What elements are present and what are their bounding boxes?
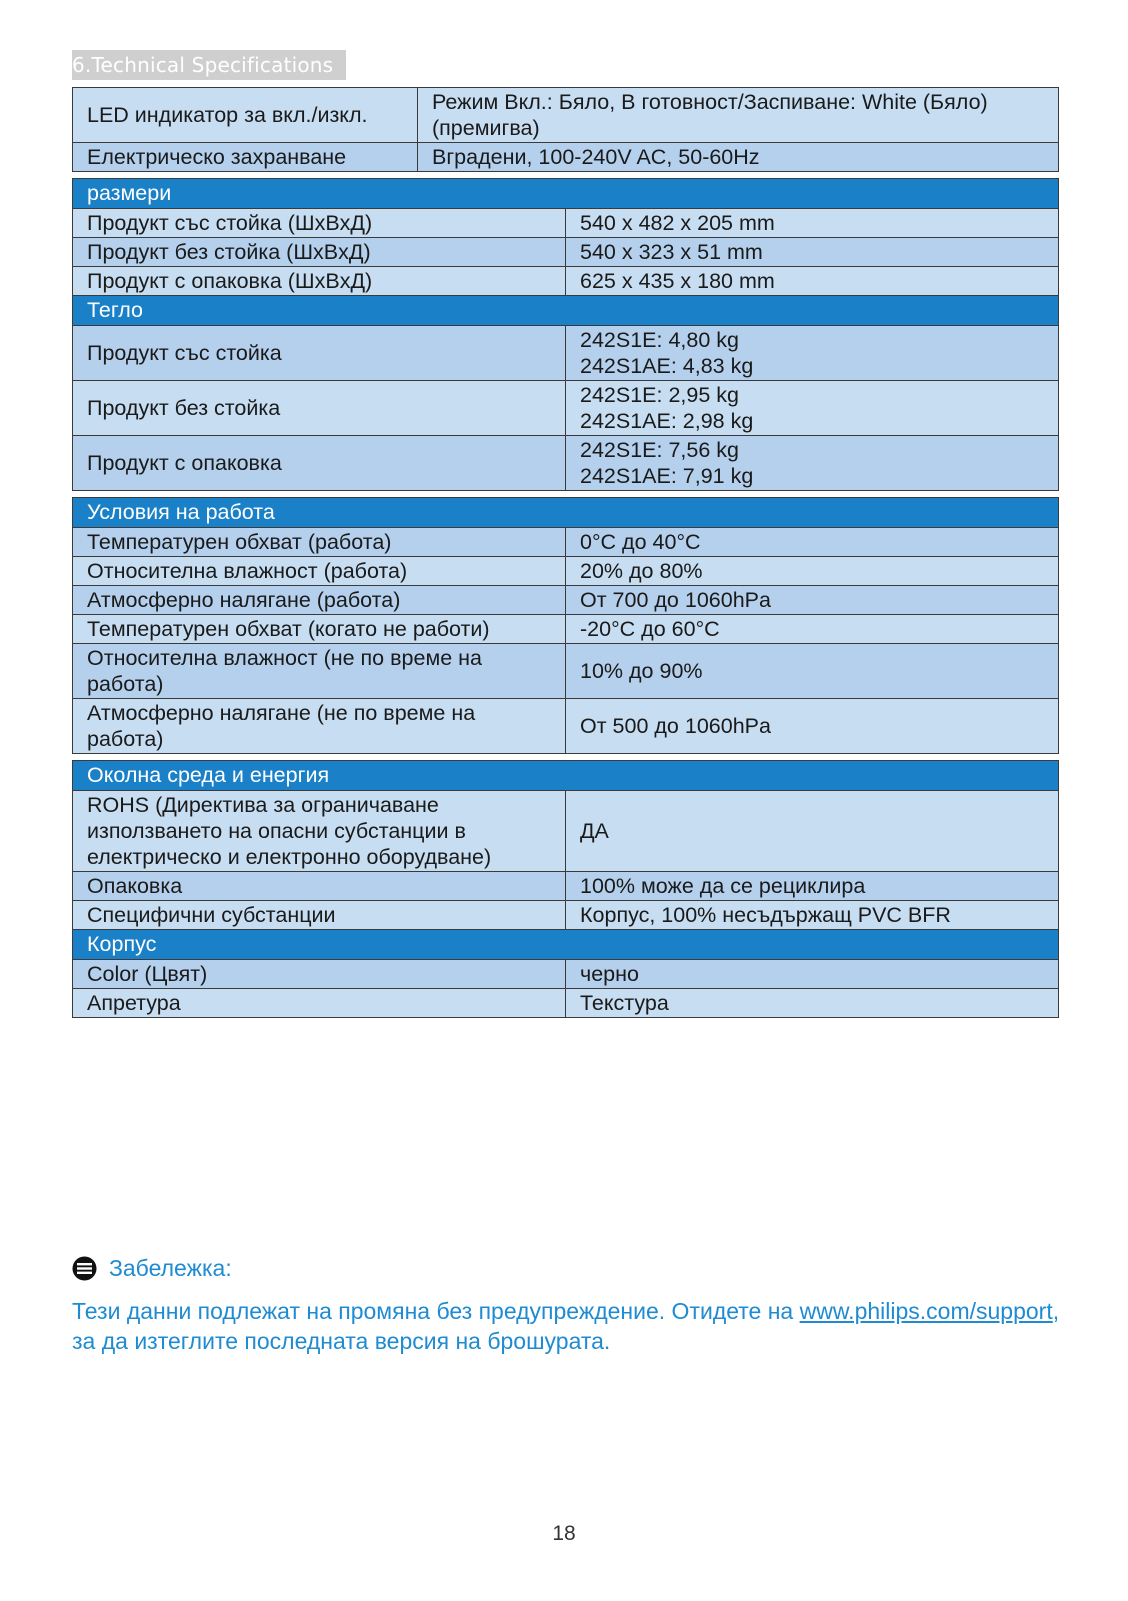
spec-value: От 700 до 1060hPa — [566, 586, 1059, 615]
spec-label: Температурен обхват (работа) — [73, 528, 566, 557]
spec-label: Продукт с опаковка — [73, 436, 566, 491]
spec-label: Относителна влажност (не по време на работа) — [73, 644, 566, 699]
note-title — [72, 1254, 1062, 1282]
spec-label: LED индикатор за вкл./изкл. — [73, 88, 418, 143]
spec-value: Текстура — [566, 989, 1059, 1018]
spec-label: Температурен обхват (когато не работи) — [73, 615, 566, 644]
spec-label: Електрическо захранване — [73, 143, 418, 172]
spec-label: Продукт със стойка — [73, 326, 566, 381]
spec-label: Продукт без стойка (ШxВxД) — [73, 238, 566, 267]
table-row — [73, 267, 1059, 296]
spec-value: 0°C до 40°C — [566, 528, 1059, 557]
table-row — [73, 901, 1059, 930]
spec-value: 10% до 90% — [566, 644, 1059, 699]
table-row — [73, 143, 1059, 172]
spec-label: Color (Цвят) — [73, 960, 566, 989]
table-row — [73, 88, 1059, 143]
spec-label: Атмосферно налягане (работа) — [73, 586, 566, 615]
spec-table-dimensions — [72, 178, 1059, 491]
spec-value: 242S1E: 2,95 kg 242S1AE: 2,98 kg — [566, 381, 1059, 436]
section-header-dimensions: размери — [73, 179, 1059, 209]
spec-value: ДА — [566, 791, 1059, 872]
table-row — [73, 586, 1059, 615]
table-section-header — [73, 498, 1059, 528]
page-number: 18 — [552, 1522, 576, 1545]
spec-value: 242S1E: 4,80 kg 242S1AE: 4,83 kg — [566, 326, 1059, 381]
table-row — [73, 528, 1059, 557]
spec-table-general — [72, 87, 1059, 172]
table-row — [73, 557, 1059, 586]
spec-label: Опаковка — [73, 872, 566, 901]
table-row — [73, 872, 1059, 901]
section-header-environment: Околна среда и енергия — [73, 761, 1059, 791]
spec-label: Продукт със стойка (ШxВxД) — [73, 209, 566, 238]
spec-label: Атмосферно налягане (не по време на работа) — [73, 699, 566, 754]
note-icon — [72, 1256, 97, 1281]
note-title-text: Забележка: — [109, 1255, 232, 1281]
spec-label: Продукт без стойка — [73, 381, 566, 436]
table-row — [73, 699, 1059, 754]
spec-value: 540 x 323 x 51 mm — [566, 238, 1059, 267]
table-row — [73, 209, 1059, 238]
spec-value: черно — [566, 960, 1059, 989]
table-row — [73, 644, 1059, 699]
section-tab: 6.Technical Specifications — [72, 50, 346, 80]
spec-table-operating-conditions — [72, 497, 1059, 754]
spec-label: Продукт с опаковка (ШxВxД) — [73, 267, 566, 296]
spec-value: 242S1E: 7,56 kg 242S1AE: 7,91 kg — [566, 436, 1059, 491]
spec-tables — [72, 87, 1059, 1024]
spec-value: 100% може да се рециклира — [566, 872, 1059, 901]
spec-value: Корпус, 100% несъдържащ PVC BFR — [566, 901, 1059, 930]
table-row — [73, 615, 1059, 644]
spec-label: Специфични субстанции — [73, 901, 566, 930]
spec-value: 540 x 482 x 205 mm — [566, 209, 1059, 238]
spec-value: Режим Вкл.: Бяло, В готовност/Заспиване: White (Бяло) (премигва) — [418, 88, 1059, 143]
spec-label: Апретура — [73, 989, 566, 1018]
table-row — [73, 238, 1059, 267]
spec-value: -20°C до 60°C — [566, 615, 1059, 644]
spec-table-environment — [72, 760, 1059, 1018]
spec-label: Относителна влажност (работа) — [73, 557, 566, 586]
table-row — [73, 791, 1059, 872]
table-section-header — [73, 761, 1059, 791]
note-block — [72, 1254, 1062, 1356]
section-header-weight: Тегло — [73, 296, 1059, 326]
table-row — [73, 960, 1059, 989]
table-row — [73, 436, 1059, 491]
table-section-header — [73, 930, 1059, 960]
spec-label: ROHS (Директива за ограничаване използването на опасни субстанции в електрическо и електронно оборудване) — [73, 791, 566, 872]
table-row — [73, 326, 1059, 381]
table-row — [73, 989, 1059, 1018]
spec-value: Вградени, 100-240V AC, 50-60Hz — [418, 143, 1059, 172]
table-section-header — [73, 296, 1059, 326]
section-header-operating: Условия на работа — [73, 498, 1059, 528]
spec-value: 625 x 435 x 180 mm — [566, 267, 1059, 296]
support-link[interactable]: www.philips.com/support — [799, 1298, 1053, 1324]
table-section-header — [73, 179, 1059, 209]
spec-value: 20% до 80% — [566, 557, 1059, 586]
section-header-cabinet: Корпус — [73, 930, 1059, 960]
table-row — [73, 381, 1059, 436]
note-body: Тези данни подлежат на промяна без предупреждение. Отидете на www.philips.com/support, за да изтеглите последната версия на брошурата. — [72, 1298, 1060, 1354]
spec-value: От 500 до 1060hPa — [566, 699, 1059, 754]
